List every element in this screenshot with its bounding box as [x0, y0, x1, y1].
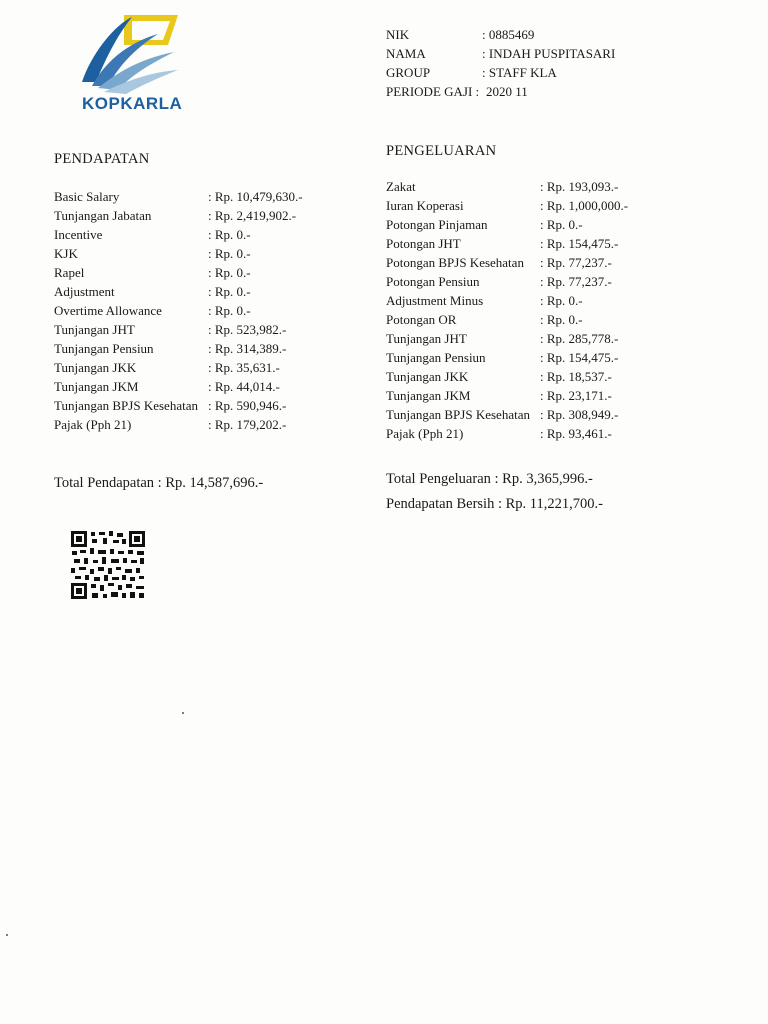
- kopkarla-logo: [78, 12, 188, 117]
- deduction-row: [386, 407, 756, 426]
- deduction-row-value: : Rp. 23,171.-: [540, 388, 612, 403]
- deduction-row: [386, 426, 756, 445]
- deductions-table: [386, 179, 756, 445]
- deduction-row: [386, 198, 756, 217]
- income-total: [54, 475, 263, 492]
- deduction-row: [386, 331, 756, 350]
- deduction-row-value: : Rp. 18,537.-: [540, 369, 612, 384]
- deduction-row-value: : Rp. 0.-: [540, 293, 583, 308]
- kopkarla-logo-icon: [78, 12, 188, 97]
- deduction-row-value: : Rp. 0.-: [540, 312, 583, 327]
- employee-field-value: : STAFF KLA: [482, 65, 557, 80]
- income-row-label: Incentive: [54, 227, 103, 242]
- net-income-value: Rp. 11,221,700.-: [505, 496, 603, 512]
- qr-code: [70, 530, 146, 600]
- deduction-row: [386, 350, 756, 369]
- income-row-value: : Rp. 179,202.-: [208, 417, 287, 432]
- deduction-row-label: Potongan JHT: [386, 236, 461, 251]
- deduction-row-value: : Rp. 308,949.-: [540, 407, 619, 422]
- employee-field-label: GROUP: [386, 65, 431, 80]
- net-income: [386, 496, 603, 513]
- deductions-total-value: Rp. 3,365,996.-: [502, 471, 593, 487]
- employee-field-value: 2020 11: [486, 84, 528, 99]
- income-row-label: Pajak (Pph 21): [54, 417, 132, 432]
- income-row: [54, 417, 354, 436]
- employee-field-value: : 0885469: [482, 27, 535, 42]
- income-row-label: Basic Salary: [54, 189, 120, 204]
- deductions-total: [386, 471, 593, 488]
- deduction-row: [386, 217, 756, 236]
- income-row: [54, 284, 354, 303]
- deduction-row-value: : Rp. 77,237.-: [540, 255, 612, 270]
- income-row-value: : Rp. 2,419,902.-: [208, 208, 297, 223]
- deduction-row-label: Potongan Pinjaman: [386, 217, 488, 232]
- scan-speck: [6, 934, 8, 936]
- deduction-row: [386, 388, 756, 407]
- deduction-row-value: : Rp. 77,237.-: [540, 274, 612, 289]
- deduction-row-label: Zakat: [386, 179, 416, 194]
- employee-info: [386, 25, 746, 101]
- income-row-label: KJK: [54, 246, 78, 261]
- income-row: [54, 189, 354, 208]
- income-row: [54, 398, 354, 417]
- deduction-row-value: : Rp. 154,475.-: [540, 350, 619, 365]
- income-title: PENDAPATAN: [54, 151, 150, 167]
- deduction-row-label: Potongan Pensiun: [386, 274, 480, 289]
- income-row-value: : Rp. 590,946.-: [208, 398, 287, 413]
- deduction-row-label: Tunjangan Pensiun: [386, 350, 486, 365]
- income-row: [54, 265, 354, 284]
- income-row-label: Tunjangan JKM: [54, 379, 139, 394]
- income-row-label: Tunjangan Jabatan: [54, 208, 152, 223]
- employee-field-label: NAMA: [386, 46, 426, 61]
- employee-field-nama: [386, 44, 746, 63]
- deduction-row-label: Tunjangan JKM: [386, 388, 471, 403]
- deduction-row-label: Adjustment Minus: [386, 293, 484, 308]
- deduction-row-value: : Rp. 285,778.-: [540, 331, 619, 346]
- income-row: [54, 341, 354, 360]
- deduction-row: [386, 312, 756, 331]
- income-row-value: : Rp. 35,631.-: [208, 360, 280, 375]
- income-row: [54, 322, 354, 341]
- brand-name: KOPKARLA: [82, 94, 183, 113]
- employee-field-label: NIK: [386, 27, 410, 42]
- income-row: [54, 246, 354, 265]
- income-row: [54, 360, 354, 379]
- deduction-row-value: : Rp. 1,000,000.-: [540, 198, 629, 213]
- employee-field-value: : INDAH PUSPITASARI: [482, 46, 616, 61]
- scan-speck: [182, 712, 184, 714]
- employee-field-label: PERIODE GAJI :: [386, 84, 480, 99]
- income-row-value: : Rp. 0.-: [208, 246, 251, 261]
- income-row-label: Tunjangan BPJS Kesehatan: [54, 398, 198, 413]
- deduction-row-label: Tunjangan JKK: [386, 369, 469, 384]
- income-row-value: : Rp. 0.-: [208, 303, 251, 318]
- income-row-value: : Rp. 314,389.-: [208, 341, 287, 356]
- deduction-row-value: : Rp. 93,461.-: [540, 426, 612, 441]
- income-row-value: : Rp. 523,982.-: [208, 322, 287, 337]
- income-row-value: : Rp. 44,014.-: [208, 379, 280, 394]
- deduction-row-label: Pajak (Pph 21): [386, 426, 464, 441]
- deduction-row-value: : Rp. 193,093.-: [540, 179, 619, 194]
- income-row-label: Overtime Allowance: [54, 303, 162, 318]
- net-income-label: Pendapatan Bersih :: [386, 496, 502, 512]
- income-table: [54, 189, 354, 436]
- income-row: [54, 379, 354, 398]
- qr-code-icon: [70, 530, 146, 600]
- deductions-total-label: Total Pengeluaran :: [386, 471, 499, 487]
- deduction-row-value: : Rp. 154,475.-: [540, 236, 619, 251]
- income-row-label: Tunjangan JKK: [54, 360, 137, 375]
- income-row: [54, 208, 354, 227]
- deduction-row-label: Iuran Koperasi: [386, 198, 464, 213]
- deduction-row: [386, 293, 756, 312]
- income-row-label: Adjustment: [54, 284, 115, 299]
- deduction-row: [386, 236, 756, 255]
- income-row-value: : Rp. 10,479,630.-: [208, 189, 303, 204]
- employee-field-periode: [386, 82, 746, 101]
- income-row-label: Tunjangan JHT: [54, 322, 135, 337]
- income-row-value: : Rp. 0.-: [208, 265, 251, 280]
- income-row-label: Tunjangan Pensiun: [54, 341, 154, 356]
- deduction-row-label: Tunjangan BPJS Kesehatan: [386, 407, 530, 422]
- deduction-row: [386, 274, 756, 293]
- deduction-row-label: Potongan OR: [386, 312, 457, 327]
- income-total-value: Rp. 14,587,696.-: [165, 475, 264, 491]
- deductions-title: PENGELUARAN: [386, 143, 497, 159]
- income-total-label: Total Pendapatan :: [54, 475, 162, 491]
- deduction-row-label: Tunjangan JHT: [386, 331, 467, 346]
- deduction-row: [386, 179, 756, 198]
- income-row-label: Rapel: [54, 265, 85, 280]
- deduction-row-label: Potongan BPJS Kesehatan: [386, 255, 524, 270]
- income-row-value: : Rp. 0.-: [208, 284, 251, 299]
- income-row: [54, 303, 354, 322]
- deduction-row: [386, 255, 756, 274]
- employee-field-group: [386, 63, 746, 82]
- deduction-row-value: : Rp. 0.-: [540, 217, 583, 232]
- income-row-value: : Rp. 0.-: [208, 227, 251, 242]
- income-row: [54, 227, 354, 246]
- employee-field-nik: [386, 25, 746, 44]
- deduction-row: [386, 369, 756, 388]
